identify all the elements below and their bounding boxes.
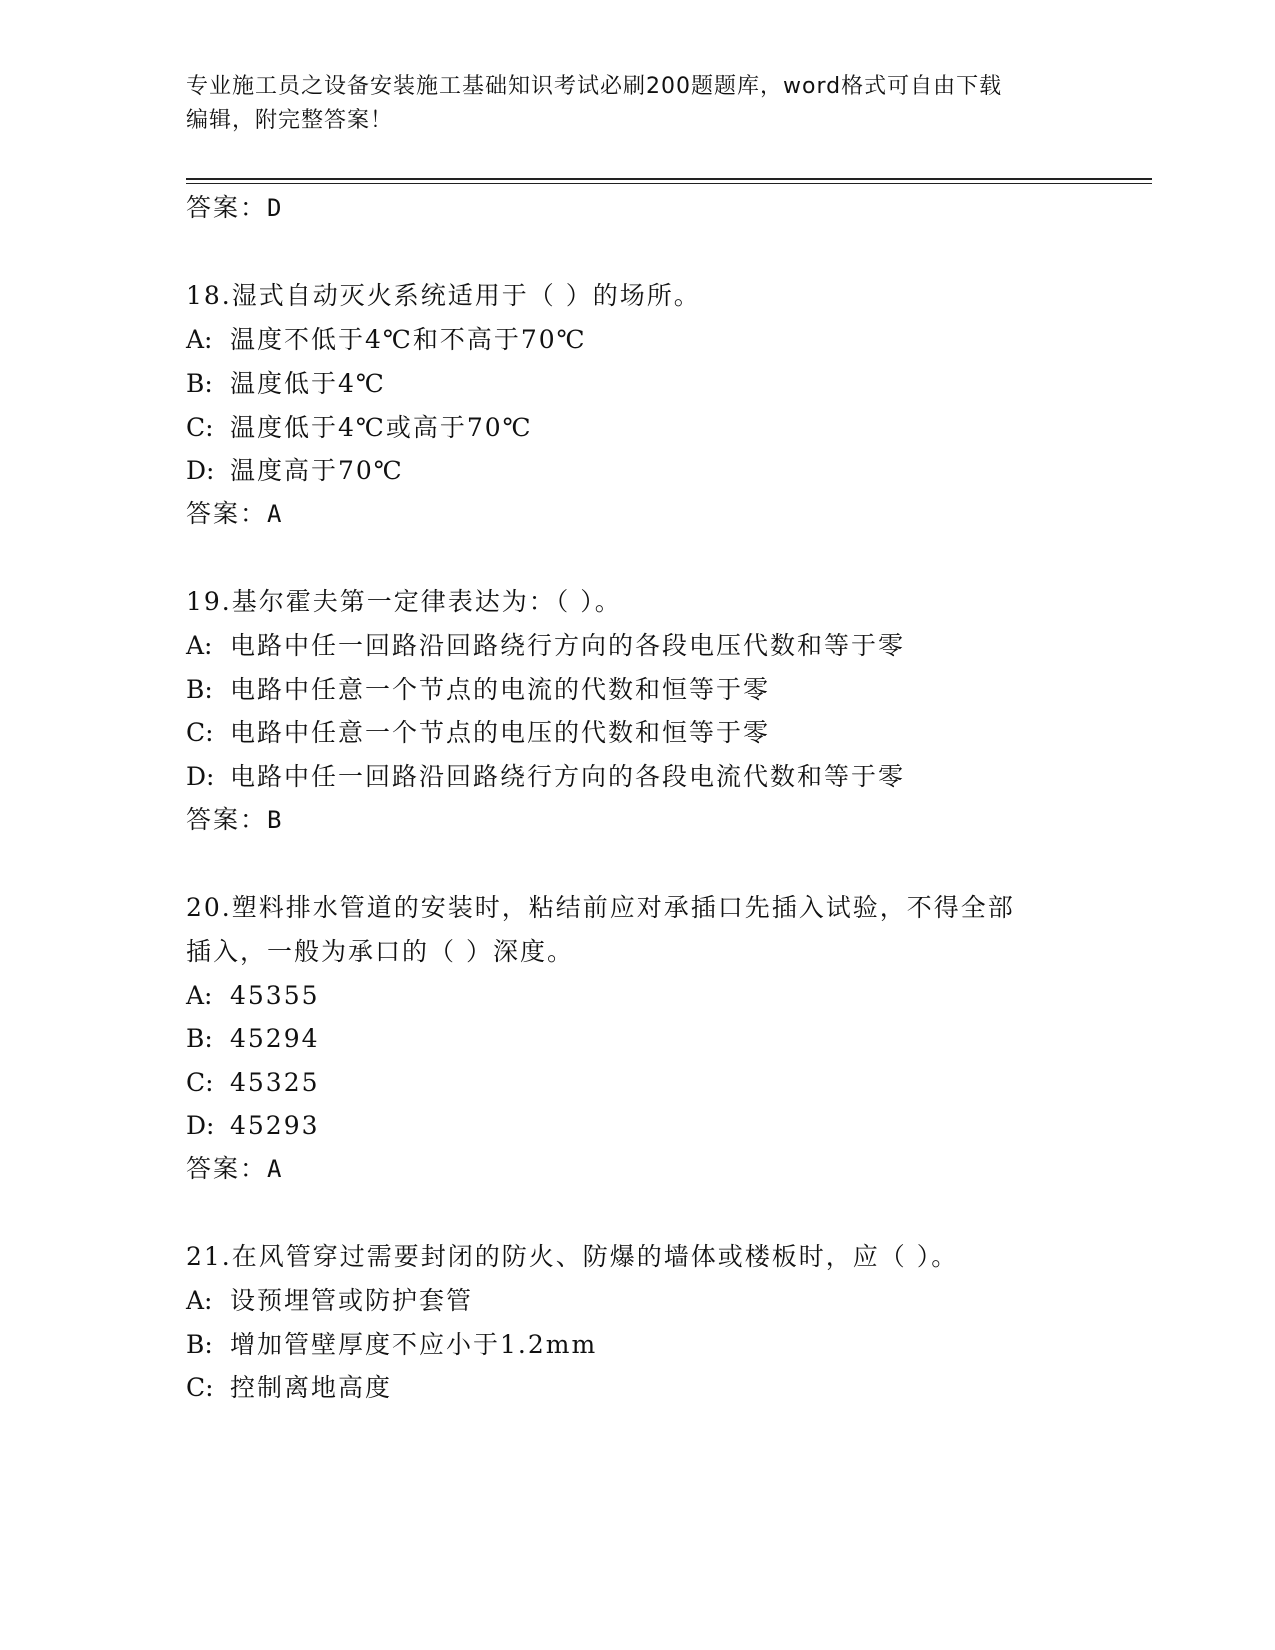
option-b <box>186 1024 320 1054</box>
option-b <box>186 675 770 705</box>
answer-line <box>186 193 283 223</box>
option-prefix: B: <box>186 1330 213 1359</box>
option-prefix: D: <box>186 456 215 485</box>
answer-label: 答案： <box>186 193 268 222</box>
option-a <box>186 325 587 355</box>
option-text: 45355 <box>230 981 320 1010</box>
option-text: 电路中任一回路沿回路绕行方向的各段电压代数和等于零 <box>230 631 906 660</box>
option-text: 增加管壁厚度不应小于1.2mm <box>230 1330 598 1359</box>
option-a <box>186 631 905 661</box>
option-prefix: C: <box>186 1373 214 1402</box>
option-prefix: B: <box>186 675 213 704</box>
option-c <box>186 413 533 443</box>
option-prefix: B: <box>186 1024 213 1053</box>
option-text: 45325 <box>230 1068 320 1097</box>
answer-line <box>186 1154 283 1184</box>
option-c <box>186 1373 392 1403</box>
header-rule-thin <box>186 183 1152 184</box>
option-text: 温度低于4℃或高于70℃ <box>230 413 533 442</box>
answer-label: 答案： <box>186 805 268 834</box>
option-text: 45294 <box>230 1024 320 1053</box>
question-stem: 18.湿式自动灭火系统适用于（ ）的场所。 <box>186 281 701 310</box>
option-c <box>186 1068 320 1098</box>
option-prefix: C: <box>186 1068 214 1097</box>
answer-line <box>186 499 283 529</box>
option-prefix: B: <box>186 369 213 398</box>
option-prefix: C: <box>186 413 214 442</box>
answer-label: 答案： <box>186 1154 268 1183</box>
header-rule-thick <box>186 178 1152 180</box>
option-text: 电路中任意一个节点的电流的代数和恒等于零 <box>230 675 771 704</box>
option-prefix: C: <box>186 718 214 747</box>
option-a <box>186 1286 473 1316</box>
option-d <box>186 456 404 486</box>
answer-label: 答案： <box>186 499 268 528</box>
option-prefix: A: <box>186 1286 213 1315</box>
option-prefix: A: <box>186 325 213 354</box>
option-c <box>186 718 770 748</box>
option-d <box>186 762 905 792</box>
question-stem-line-2: 插入，一般为承口的（ ）深度。 <box>186 937 574 966</box>
option-prefix: A: <box>186 981 213 1010</box>
option-prefix: D: <box>186 1111 215 1140</box>
option-text: 温度低于4℃ <box>230 369 386 398</box>
answer-value: A <box>267 1155 284 1183</box>
option-text: 电路中任意一个节点的电压的代数和恒等于零 <box>230 718 771 747</box>
option-prefix: A: <box>186 631 213 660</box>
answer-value: B <box>267 806 284 834</box>
question-stem: 19.基尔霍夫第一定律表达为：（ ）。 <box>186 587 622 616</box>
option-text: 控制离地高度 <box>230 1373 393 1402</box>
option-prefix: D: <box>186 762 215 791</box>
header-line-2: 编辑，附完整答案！ <box>186 108 394 133</box>
answer-value: D <box>267 194 284 222</box>
option-text: 温度不低于4℃和不高于70℃ <box>230 325 587 354</box>
question-stem-line-1: 20.塑料排水管道的安装时，粘结前应对承插口先插入试验，不得全部 <box>186 893 1015 922</box>
option-d <box>186 1111 320 1141</box>
option-b <box>186 1330 597 1360</box>
option-text: 温度高于70℃ <box>230 456 404 485</box>
option-text: 电路中任一回路沿回路绕行方向的各段电流代数和等于零 <box>230 762 906 791</box>
header-line-1: 专业施工员之设备安装施工基础知识考试必刷200题题库，word格式可自由下载 <box>186 74 1003 99</box>
answer-line <box>186 805 283 835</box>
option-text: 设预埋管或防护套管 <box>230 1286 474 1315</box>
option-b <box>186 369 386 399</box>
option-text: 45293 <box>230 1111 320 1140</box>
answer-value: A <box>267 500 284 528</box>
option-a <box>186 981 320 1011</box>
question-stem: 21.在风管穿过需要封闭的防火、防爆的墙体或楼板时，应（ ）。 <box>186 1242 959 1271</box>
document-header <box>186 70 1086 138</box>
